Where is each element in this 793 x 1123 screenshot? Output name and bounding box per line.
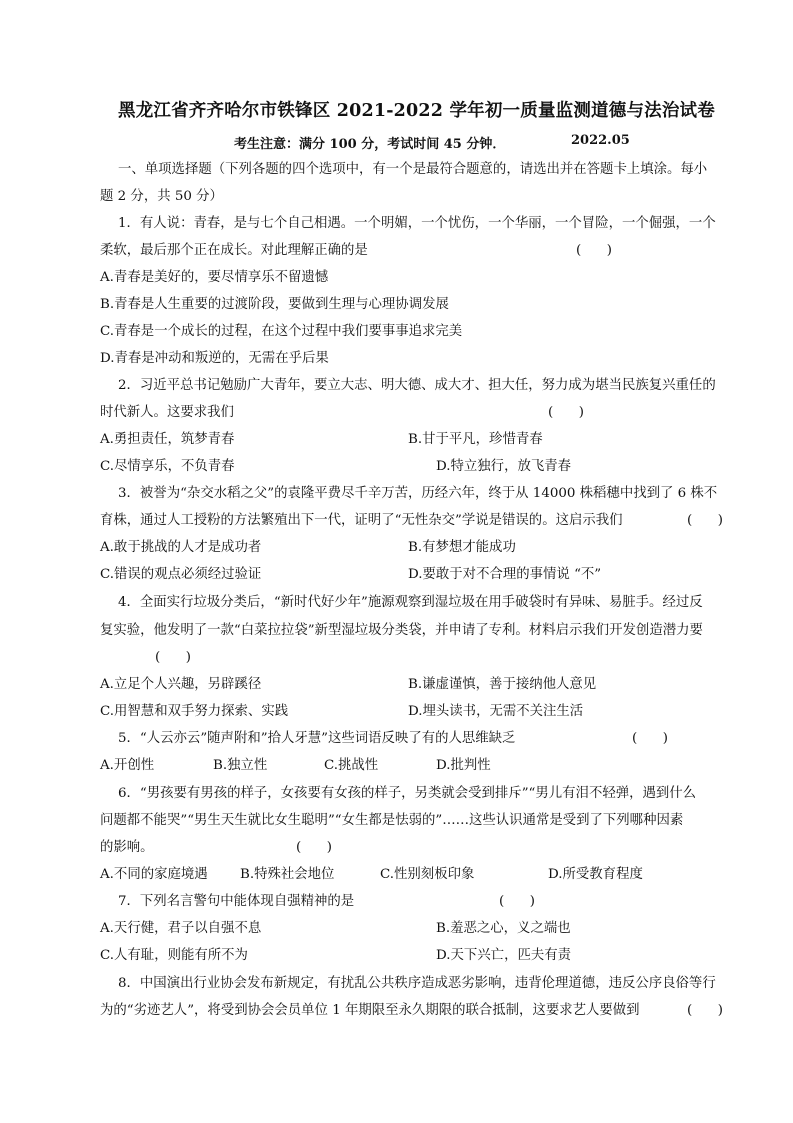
question-6-option-c: C.性别刻板印象: [380, 867, 475, 882]
question-6-option-d: D.所受教育程度: [548, 867, 643, 882]
question-2-option-c: C.尽情享乐，不负青春: [100, 459, 235, 474]
answer-blank: ( ): [687, 1003, 723, 1018]
question-4-stem-cont: 复实验，他发明了一款“白菜拉拉袋”新型湿垃圾分类袋，并申请了专利。材料启示我们开发创造潜力要: [100, 623, 703, 638]
question-7-option-a: A.天行健，君子以自强不息: [100, 921, 262, 936]
question-2-stem-cont: 时代新人。这要求我们: [100, 405, 234, 420]
answer-blank: ( ): [548, 405, 584, 420]
answer-blank: ( ): [499, 894, 535, 909]
answer-blank: ( ): [296, 840, 332, 855]
question-1-option-a: A.青春是美好的，要尽情享乐不留遗憾: [100, 270, 329, 285]
question-5-option-c: C.挑战性: [324, 758, 379, 773]
answer-blank: ( ): [687, 513, 723, 528]
section-instructions: 一、单项选择题（下列各题的四个选项中，有一个是最符合题意的，请选出并在答题卡上填涂。每小: [118, 162, 708, 177]
exam-notice: 考生注意：满分 100 分，考试时间 45 分钟．: [234, 137, 506, 152]
question-4-stem: 4．全面实行垃圾分类后，“新时代好少年”施源观察到湿垃圾在用手破袋时有异味、易脏手。经过反: [118, 595, 703, 610]
question-2-option-d: D.特立独行，放飞青春: [436, 459, 572, 474]
question-1-option-b: B.青春是人生重要的过渡阶段，要做到生理与心理协调发展: [100, 297, 449, 312]
exam-title: 黑龙江省齐齐哈尔市铁锋区 2021-2022 学年初一质量监测道德与法治试卷: [118, 101, 715, 121]
question-2-stem: 2．习近平总书记勉励广大青年，要立大志、明大德、成大才、担大任，努力成为堪当民族复兴重任的: [118, 378, 716, 393]
answer-blank: ( ): [155, 650, 191, 665]
question-7-option-c: C.人有耻，则能有所不为: [100, 948, 248, 963]
question-5-option-a: A.开创性: [100, 758, 155, 773]
answer-blank: ( ): [576, 243, 612, 258]
question-4-option-b: B.谦虚谨慎，善于接纳他人意见: [408, 677, 597, 692]
question-1-option-c: C.青春是一个成长的过程，在这个过程中我们要事事追求完美: [100, 324, 463, 339]
question-7-stem: 7．下列名言警句中能体现自强精神的是: [118, 894, 355, 909]
question-3-stem-cont: 育株，通过人工授粉的方法繁殖出下一代，证明了“无性杂交”学说是错误的。这启示我们: [100, 513, 623, 528]
question-5-stem: 5．“人云亦云”随声附和”拾人牙慧”这些词语反映了有的人思维缺乏: [118, 731, 516, 746]
question-1-option-d: D.青春是冲动和叛逆的，无需在乎后果: [100, 351, 329, 366]
question-4-option-a: A.立足个人兴趣，另辟蹊径: [100, 677, 262, 692]
question-2-option-a: A.勇担责任，筑梦青春: [100, 432, 235, 447]
question-3-option-d: D.要敢于对不合理的事情说 “不”: [408, 567, 602, 582]
question-1-stem: 1．有人说：青春，是与七个自己相遇。一个明媚，一个忧伤，一个华丽，一个冒险，一个倔强，一个: [118, 216, 716, 231]
question-2-option-b: B.甘于平凡，珍惜青春: [408, 432, 543, 447]
question-4-option-c: C.用智慧和双手努力探索、实践: [100, 704, 289, 719]
question-7-option-d: D.天下兴亡，匹夫有责: [436, 948, 572, 963]
exam-date: 2022.05: [571, 133, 630, 148]
question-3-option-c: C.错误的观点必须经过验证: [100, 567, 262, 582]
question-6-stem: 6．“男孩要有男孩的样子，女孩要有女孩的样子，另类就会受到排斥”“男儿有泪不轻弹，遇到什么: [118, 786, 697, 801]
question-1-stem-cont: 柔软，最后那个正在成长。对此理解正确的是: [100, 243, 368, 258]
section-instructions-cont: 题 2 分，共 50 分）: [100, 189, 223, 204]
question-3-stem: 3．被誉为“杂交水稻之父”的袁隆平费尽千辛万苦，历经六年，终于从 14000 株稻穗中找到了 6 株不: [118, 486, 718, 501]
question-3-option-b: B.有梦想才能成功: [408, 540, 516, 555]
question-5-option-d: D.批判性: [436, 758, 491, 773]
question-6-stem-cont2: 的影响。: [100, 840, 154, 855]
question-6-option-b: B.特殊社会地位: [240, 867, 335, 882]
question-6-option-a: A.不同的家庭境遇: [100, 867, 208, 882]
question-5-option-b: B.独立性: [213, 758, 268, 773]
answer-blank: ( ): [632, 731, 668, 746]
question-7-option-b: B.羞恶之心，义之端也: [436, 921, 571, 936]
question-8-stem-cont: 为的“劣迹艺人”，将受到协会会员单位 1 年期限至永久期限的联合抵制，这要求艺人要做到: [100, 1003, 640, 1018]
question-4-option-d: D.埋头读书，无需不关注生活: [408, 704, 584, 719]
question-8-stem: 8．中国演出行业协会发布新规定，有扰乱公共秩序造成恶劣影响，违背伦理道德，违反公序良俗等行: [118, 976, 716, 991]
question-3-option-a: A.敢于挑战的人才是成功者: [100, 540, 262, 555]
question-6-stem-cont: 问题都不能哭”“男生天生就比女生聪明”“女生都是怯弱的”……这些认识通常是受到了下列哪种因素: [100, 813, 684, 828]
